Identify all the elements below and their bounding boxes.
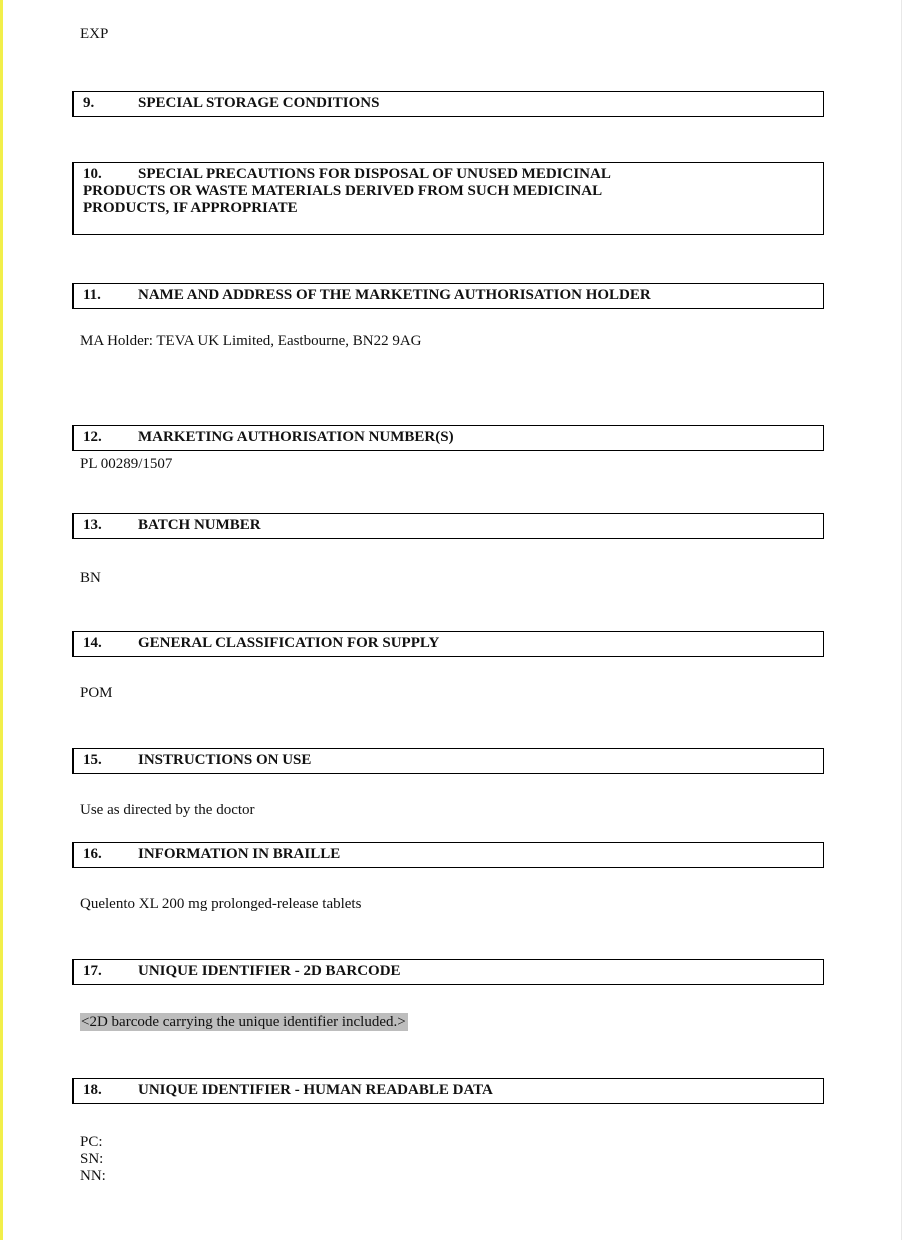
section-9-title: SPECIAL STORAGE CONDITIONS xyxy=(138,95,380,111)
braille-information: Quelento XL 200 mg prolonged-release tablets xyxy=(80,896,362,912)
product-code-label: PC: xyxy=(80,1134,103,1150)
section-16-number: 16. xyxy=(83,846,102,862)
section-16-title: INFORMATION IN BRAILLE xyxy=(138,846,341,862)
instructions-on-use: Use as directed by the doctor xyxy=(80,802,255,818)
marketing-authorisation-holder: MA Holder: TEVA UK Limited, Eastbourne, BN22 9AG xyxy=(80,333,422,349)
barcode-placeholder-text xyxy=(80,1014,408,1030)
section-13-number: 13. xyxy=(83,517,102,533)
section-10-title-line-3: PRODUCTS, IF APPROPRIATE xyxy=(83,200,298,216)
batch-number-value: BN xyxy=(80,570,101,586)
section-16-heading xyxy=(72,842,824,868)
section-12-title: MARKETING AUTHORISATION NUMBER(S) xyxy=(138,429,454,445)
section-14-heading xyxy=(72,631,824,657)
section-11-number: 11. xyxy=(83,287,101,303)
section-18-number: 18. xyxy=(83,1082,102,1098)
section-9-heading xyxy=(72,91,824,117)
expiry-label: EXP xyxy=(80,26,109,42)
section-17-title: UNIQUE IDENTIFIER - 2D BARCODE xyxy=(138,963,401,979)
section-17-number: 17. xyxy=(83,963,102,979)
section-15-number: 15. xyxy=(83,752,102,768)
section-14-title: GENERAL CLASSIFICATION FOR SUPPLY xyxy=(138,635,440,651)
section-13-title: BATCH NUMBER xyxy=(138,517,261,533)
section-15-title: INSTRUCTIONS ON USE xyxy=(138,752,312,768)
section-10-title-line-1: SPECIAL PRECAUTIONS FOR DISPOSAL OF UNUSED MEDICINAL xyxy=(138,166,611,182)
yellow-left-border xyxy=(0,0,3,1240)
supply-classification: POM xyxy=(80,685,113,701)
national-number-label: NN: xyxy=(80,1168,106,1184)
highlighted-barcode-placeholder: <2D barcode carrying the unique identifier included.> xyxy=(81,1014,406,1030)
section-18-title: UNIQUE IDENTIFIER - HUMAN READABLE DATA xyxy=(138,1082,493,1098)
section-11-title: NAME AND ADDRESS OF THE MARKETING AUTHORISATION HOLDER xyxy=(138,287,651,303)
section-17-heading xyxy=(72,959,824,985)
section-12-heading xyxy=(72,425,824,451)
authorisation-number: PL 00289/1507 xyxy=(80,456,173,472)
serial-number-label: SN: xyxy=(80,1151,104,1167)
section-11-heading xyxy=(72,283,824,309)
section-10-title-line-2: PRODUCTS OR WASTE MATERIALS DERIVED FROM SUCH MEDICINAL xyxy=(83,183,603,199)
section-14-number: 14. xyxy=(83,635,102,651)
section-10-number: 10. xyxy=(83,166,102,182)
section-18-heading xyxy=(72,1078,824,1104)
section-15-heading xyxy=(72,748,824,774)
section-10-heading xyxy=(72,162,824,235)
section-13-heading xyxy=(72,513,824,539)
section-12-number: 12. xyxy=(83,429,102,445)
section-9-number: 9. xyxy=(83,95,95,111)
